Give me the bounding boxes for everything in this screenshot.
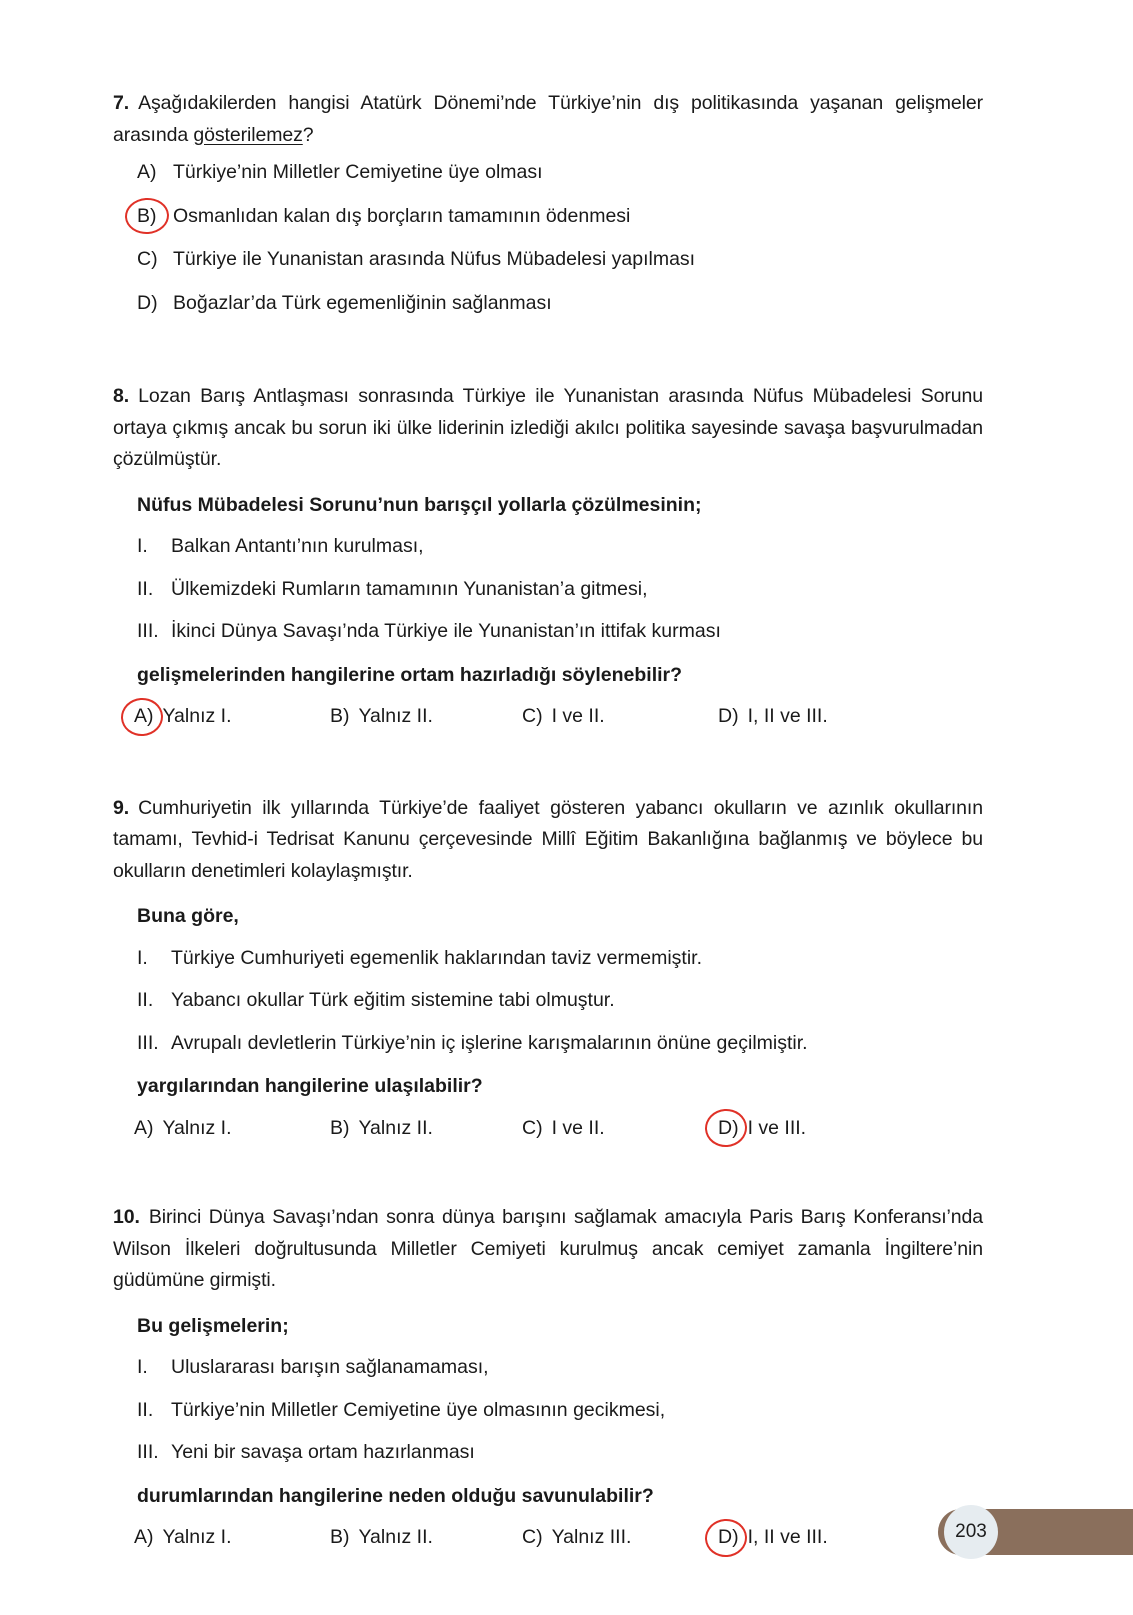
option-a-label: A) xyxy=(137,161,157,183)
question-9-stem xyxy=(113,793,983,888)
option-d-label: D) xyxy=(718,1113,739,1145)
option-c-text: Yalnız III. xyxy=(551,1526,632,1548)
question-7-number: 7. xyxy=(113,92,130,114)
roman-item xyxy=(113,616,983,648)
option-b-label: B) xyxy=(137,201,173,233)
option-b-label: B) xyxy=(330,1526,350,1548)
option-a-text: Türkiye’nin Milletler Cemiyetine üye olması xyxy=(173,161,543,183)
option-b[interactable] xyxy=(330,701,522,733)
roman-numeral: II. xyxy=(137,989,154,1011)
option-b[interactable] xyxy=(113,201,983,233)
roman-item xyxy=(113,531,983,563)
roman-numeral: I. xyxy=(137,1356,148,1378)
question-8-stem-text: Lozan Barış Antlaşması sonrasında Türkiye ile Yunanistan arasında Nüfus Mübadelesi Sorunu ortaya çıkmış ancak bu sorun iki ülke liderinin izlediği akılcı politika sayesinde savaşa başvurulmadan çözülmüştür. xyxy=(113,385,983,470)
question-10-number: 10. xyxy=(113,1206,140,1228)
option-d[interactable] xyxy=(718,1113,806,1145)
option-c-label: C) xyxy=(137,248,158,270)
option-b-text: Yalnız II. xyxy=(358,1526,433,1548)
option-d-text: Boğazlar’da Türk egemenliğinin sağlanması xyxy=(173,291,552,314)
roman-numeral: I. xyxy=(137,535,148,557)
question-7-stem-end: ? xyxy=(302,123,314,146)
roman-item xyxy=(113,574,983,606)
question-10-lead: Bu gelişmelerin; xyxy=(137,1314,289,1337)
option-c-label: C) xyxy=(522,1526,543,1548)
question-7-stem-emphasis: gösterilemez xyxy=(193,123,303,146)
option-c-label: C) xyxy=(522,705,543,727)
roman-item xyxy=(113,1437,983,1469)
question-8-number: 8. xyxy=(113,385,130,407)
roman-text: Türkiye Cumhuriyeti egemenlik haklarından taviz vermemiştir. xyxy=(171,946,703,969)
option-a[interactable] xyxy=(113,157,983,189)
question-8-stem xyxy=(113,381,983,476)
roman-numeral: III. xyxy=(137,1441,159,1463)
roman-numeral: III. xyxy=(137,1031,159,1054)
option-b-label: B) xyxy=(330,705,350,727)
option-d-label: D) xyxy=(718,1522,739,1554)
question-10-tail: durumlarından hangilerine neden olduğu savunulabilir? xyxy=(137,1484,654,1507)
option-d[interactable] xyxy=(718,701,828,733)
question-10-options xyxy=(113,1522,983,1554)
roman-text: Türkiye’nin Milletler Cemiyetine üye olmasının gecikmesi, xyxy=(171,1398,666,1421)
question-9 xyxy=(113,793,983,1145)
option-b-text: Yalnız II. xyxy=(358,1116,433,1139)
option-c[interactable] xyxy=(522,1522,718,1554)
question-9-options xyxy=(113,1113,983,1145)
option-a-label: A) xyxy=(134,1526,154,1548)
question-8-items xyxy=(113,531,983,648)
roman-text: Yeni bir savaşa ortam hazırlanması xyxy=(171,1441,475,1463)
option-a-label: A) xyxy=(134,701,154,733)
option-b[interactable] xyxy=(330,1113,522,1145)
roman-numeral: II. xyxy=(137,577,154,600)
roman-text: Balkan Antantı’nın kurulması, xyxy=(171,535,424,557)
footer-bar xyxy=(938,1509,1133,1555)
option-c[interactable] xyxy=(522,701,718,733)
question-9-items xyxy=(113,943,983,1060)
option-d-text: I ve III. xyxy=(747,1116,807,1139)
roman-text: Uluslararası barışın sağlanamaması, xyxy=(171,1356,489,1378)
question-7-options xyxy=(113,157,983,319)
roman-numeral: II. xyxy=(137,1398,154,1421)
roman-item xyxy=(113,1352,983,1384)
roman-item xyxy=(113,1395,983,1427)
question-9-stem-text: Cumhuriyetin ilk yıllarında Türkiye’de faaliyet gösteren yabancı okulların ve azınlık okullarının tamamı, Tevhid-i Tedrisat Kanunu çerçevesinde Millî Eğitim Bakanlığına bağlanmış ve böylece bu okulların denetimleri kolaylaşmıştır. xyxy=(113,796,983,882)
option-a[interactable] xyxy=(134,1522,330,1554)
roman-item xyxy=(113,943,983,975)
question-9-number: 9. xyxy=(113,796,130,819)
question-10-items xyxy=(113,1352,983,1469)
option-d-text: I, II ve III. xyxy=(747,1526,828,1548)
question-10 xyxy=(113,1202,983,1554)
option-b-label: B) xyxy=(330,1116,350,1139)
page-number-badge xyxy=(944,1505,998,1559)
page-number: 203 xyxy=(955,1521,987,1542)
question-8-options xyxy=(113,701,983,733)
question-9-lead: Buna göre, xyxy=(137,905,239,927)
roman-item xyxy=(113,1028,983,1060)
option-b-text: Yalnız II. xyxy=(358,705,433,727)
question-8 xyxy=(113,381,983,733)
question-8-tail: gelişmelerinden hangilerine ortam hazırladığı söylenebilir? xyxy=(137,663,683,686)
option-a[interactable] xyxy=(134,701,330,733)
option-d-text: I, II ve III. xyxy=(747,705,828,727)
question-list xyxy=(113,88,983,1554)
option-c-text: I ve II. xyxy=(551,705,605,727)
question-8-lead: Nüfus Mübadelesi Sorunu’nun barışçıl yollarla çözülmesinin; xyxy=(137,493,702,516)
option-d-label: D) xyxy=(137,291,158,314)
option-c-label: C) xyxy=(522,1116,543,1139)
question-7-stem-text: Aşağıdakilerden hangisi Atatürk Dönemi’nde Türkiye’nin dış politikasında yaşanan gelişmeler arasında xyxy=(113,92,983,146)
question-7-stem xyxy=(113,88,983,151)
option-a-text: Yalnız I. xyxy=(162,1526,232,1548)
option-b[interactable] xyxy=(330,1522,522,1554)
option-a-text: Yalnız I. xyxy=(162,705,232,727)
option-c[interactable] xyxy=(113,244,983,276)
option-b-text: Osmanlıdan kalan dış borçların tamamının ödenmesi xyxy=(173,204,631,227)
roman-text: İkinci Dünya Savaşı’nda Türkiye ile Yunanistan’ın ittifak kurması xyxy=(171,620,721,642)
roman-numeral: I. xyxy=(137,946,148,969)
option-a-text: Yalnız I. xyxy=(162,1116,232,1139)
roman-text: Ülkemizdeki Rumların tamamının Yunanistan’a gitmesi, xyxy=(171,577,648,600)
roman-item xyxy=(113,985,983,1017)
option-d-label: D) xyxy=(718,705,739,727)
question-10-stem-text: Birinci Dünya Savaşı’ndan sonra dünya barışını sağlamak amacıyla Paris Barış Konferansı’nda Wilson İlkeleri doğrultusunda Milletler Cemiyeti kurulmuş ancak cemiyet zamanla İngiltere’nin güdümüne girmişti. xyxy=(113,1206,983,1291)
option-c[interactable] xyxy=(522,1113,718,1145)
question-7 xyxy=(113,88,983,319)
option-a-label: A) xyxy=(134,1116,154,1139)
option-c-text: I ve II. xyxy=(551,1116,605,1139)
roman-numeral: III. xyxy=(137,620,159,642)
option-a[interactable] xyxy=(134,1113,330,1145)
option-d[interactable] xyxy=(718,1522,828,1554)
roman-text: Yabancı okullar Türk eğitim sistemine tabi olmuştur. xyxy=(171,989,615,1011)
option-d[interactable] xyxy=(113,288,983,320)
option-c-text: Türkiye ile Yunanistan arasında Nüfus Mübadelesi yapılması xyxy=(173,248,696,270)
roman-text: Avrupalı devletlerin Türkiye’nin iç işlerine karışmalarının önüne geçilmiştir. xyxy=(171,1031,808,1054)
question-10-stem xyxy=(113,1202,983,1297)
question-9-tail: yargılarından hangilerine ulaşılabilir? xyxy=(137,1075,483,1097)
